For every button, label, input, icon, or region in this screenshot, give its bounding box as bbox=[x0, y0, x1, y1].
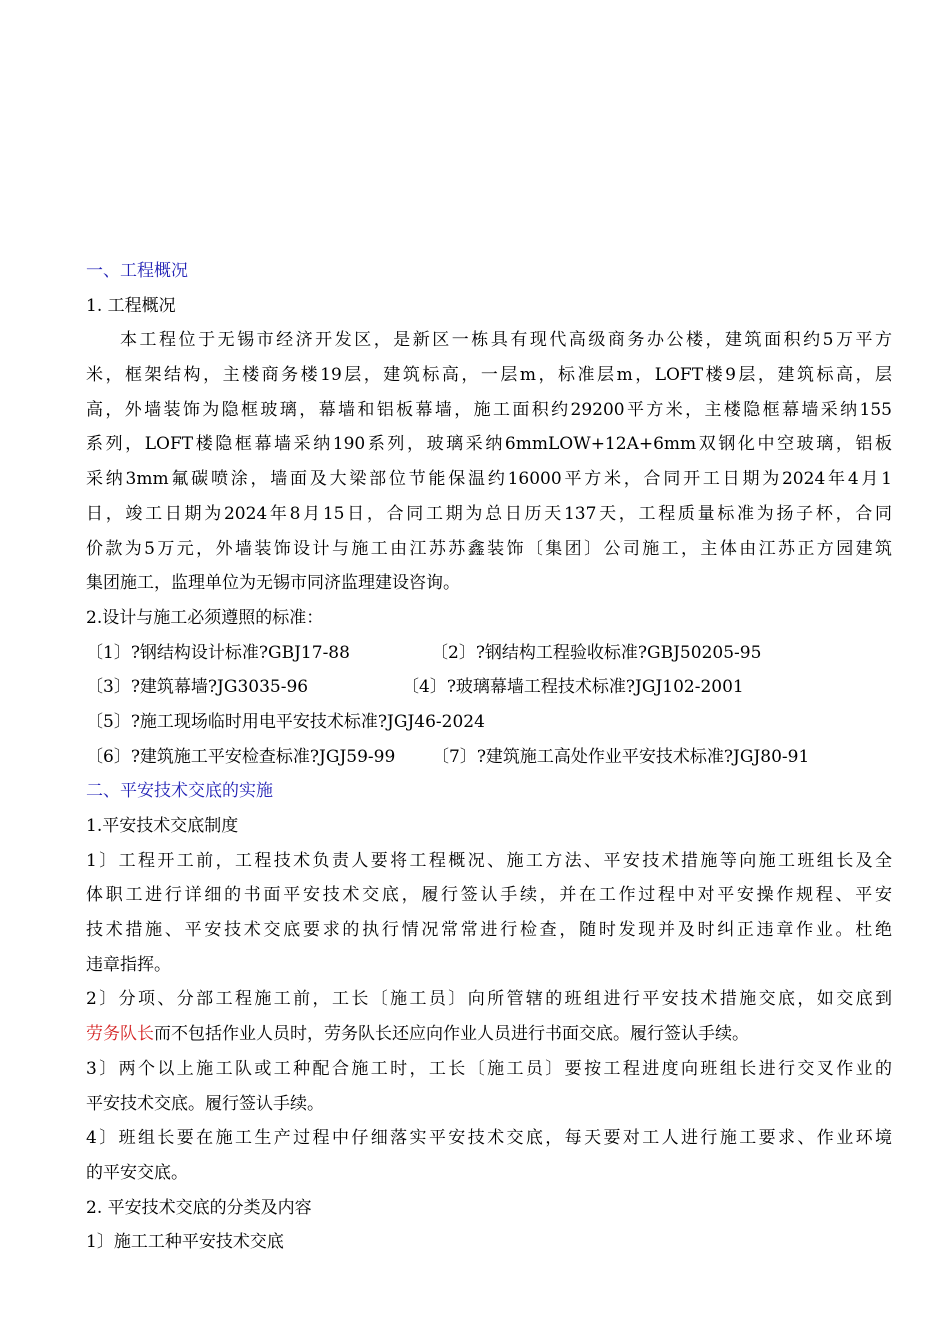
item1-line: 体职工进行详细的书面平安技术交底，履行签认手续，并在工作过程中对平安操作规程、平安 bbox=[86, 885, 892, 906]
overview-line: 高，外墙装饰为隐框玻璃，幕墙和铝板幕墙，施工面积约29200平方米，主楼隐框幕墙采纳155 bbox=[86, 399, 892, 420]
section2-sub2-item1: 1〕施工工种平安技术交底 bbox=[86, 1232, 284, 1253]
item2-line: 2〕分项、分部工程施工前，工长〔施工员〕向所管辖的班组进行平安技术措施交底，如交底到 bbox=[86, 989, 892, 1010]
overview-line: 本工程位于无锡市经济开发区，是新区一栋具有现代高级商务办公楼，建筑面积约5万平方 bbox=[120, 330, 892, 351]
standard-item: 〔3〕?建筑幕墙?JG3035-96 bbox=[86, 677, 309, 698]
section2-heading: 二、平安技术交底的实施 bbox=[86, 781, 273, 802]
overview-line: 采纳3mm氟碳喷涂，墙面及大梁部位节能保温约16000平方米，合同开工日期为2024年4月1 bbox=[86, 469, 892, 490]
standard-item: 〔4〕?玻璃幕墙工程技术标准?JGJ102-2001 bbox=[402, 677, 744, 698]
item2-line-rest: 而不包括作业人员时，劳务队长还应向作业人员进行书面交底。履行签认手续。 bbox=[154, 1024, 749, 1045]
overview-line: 系列，LOFT楼隐框幕墙采纳190系列，玻璃采纳6mmLOW+12A+6mm双钢化中空玻璃，铝板 bbox=[86, 434, 892, 455]
standard-item: 〔5〕?施工现场临时用电平安技术标准?JGJ46-2024 bbox=[86, 711, 485, 732]
item1-line: 1〕工程开工前，工程技术负责人要将工程概况、施工方法、平安技术措施等向施工班组长及全 bbox=[86, 850, 892, 871]
item3-line: 3〕两个以上施工队或工种配合施工时，工长〔施工员〕要按工程进度向班组长进行交叉作业的 bbox=[86, 1058, 892, 1079]
highlighted-term: 劳务队长 bbox=[86, 1024, 154, 1045]
item3-line: 平安技术交底。履行签认手续。 bbox=[86, 1093, 324, 1114]
standards-row bbox=[86, 670, 892, 705]
section2-sub2-title: 2. 平安技术交底的分类及内容 bbox=[86, 1197, 312, 1218]
section1-sub1-title: 1. 工程概况 bbox=[86, 295, 176, 316]
item2-line bbox=[86, 1017, 892, 1052]
section1-sub2-title: 2.设计与施工必须遵照的标准： bbox=[86, 607, 324, 628]
section2-sub1-title: 1.平安技术交底制度 bbox=[86, 816, 239, 836]
standards-row bbox=[86, 740, 892, 775]
item4-line: 4〕班组长要在施工生产过程中仔细落实平安技术交底，每天要对工人进行施工要求、作业环境 bbox=[86, 1128, 892, 1149]
item1-line: 技术措施、平安技术交底要求的执行情况常常进行检查，随时发现并及时纠正违章作业。杜绝 bbox=[86, 920, 892, 941]
item1-line: 违章指挥。 bbox=[86, 954, 171, 975]
item4-line: 的平安交底。 bbox=[86, 1162, 188, 1183]
overview-line: 日，竣工日期为2024年8月15日，合同工期为总日历天137天，工程质量标准为扬子杯，合同 bbox=[86, 503, 892, 524]
document-page bbox=[86, 254, 892, 1260]
standard-item: 〔7〕?建筑施工高处作业平安技术标准?JGJ80-91 bbox=[432, 746, 810, 767]
standard-item: 〔1〕?钢结构设计标准?GBJ17-88 bbox=[86, 642, 350, 663]
overview-line: 集团施工，监理单位为无锡市同济监理建设咨询。 bbox=[86, 573, 460, 594]
standards-row bbox=[86, 636, 892, 671]
overview-line: 价款为5万元，外墙装饰设计与施工由江苏苏鑫装饰〔集团〕公司施工，主体由江苏正方园建筑 bbox=[86, 538, 892, 559]
standard-item: 〔2〕?钢结构工程验收标准?GBJ50205-95 bbox=[431, 642, 762, 663]
standard-item: 〔6〕?建筑施工平安检查标准?JGJ59-99 bbox=[86, 746, 396, 767]
section1-heading: 一、工程概况 bbox=[86, 261, 188, 281]
overview-line: 米，框架结构，主楼商务楼19层，建筑标高，一层m，标准层m，LOFT楼9层，建筑标高，层 bbox=[86, 365, 892, 386]
